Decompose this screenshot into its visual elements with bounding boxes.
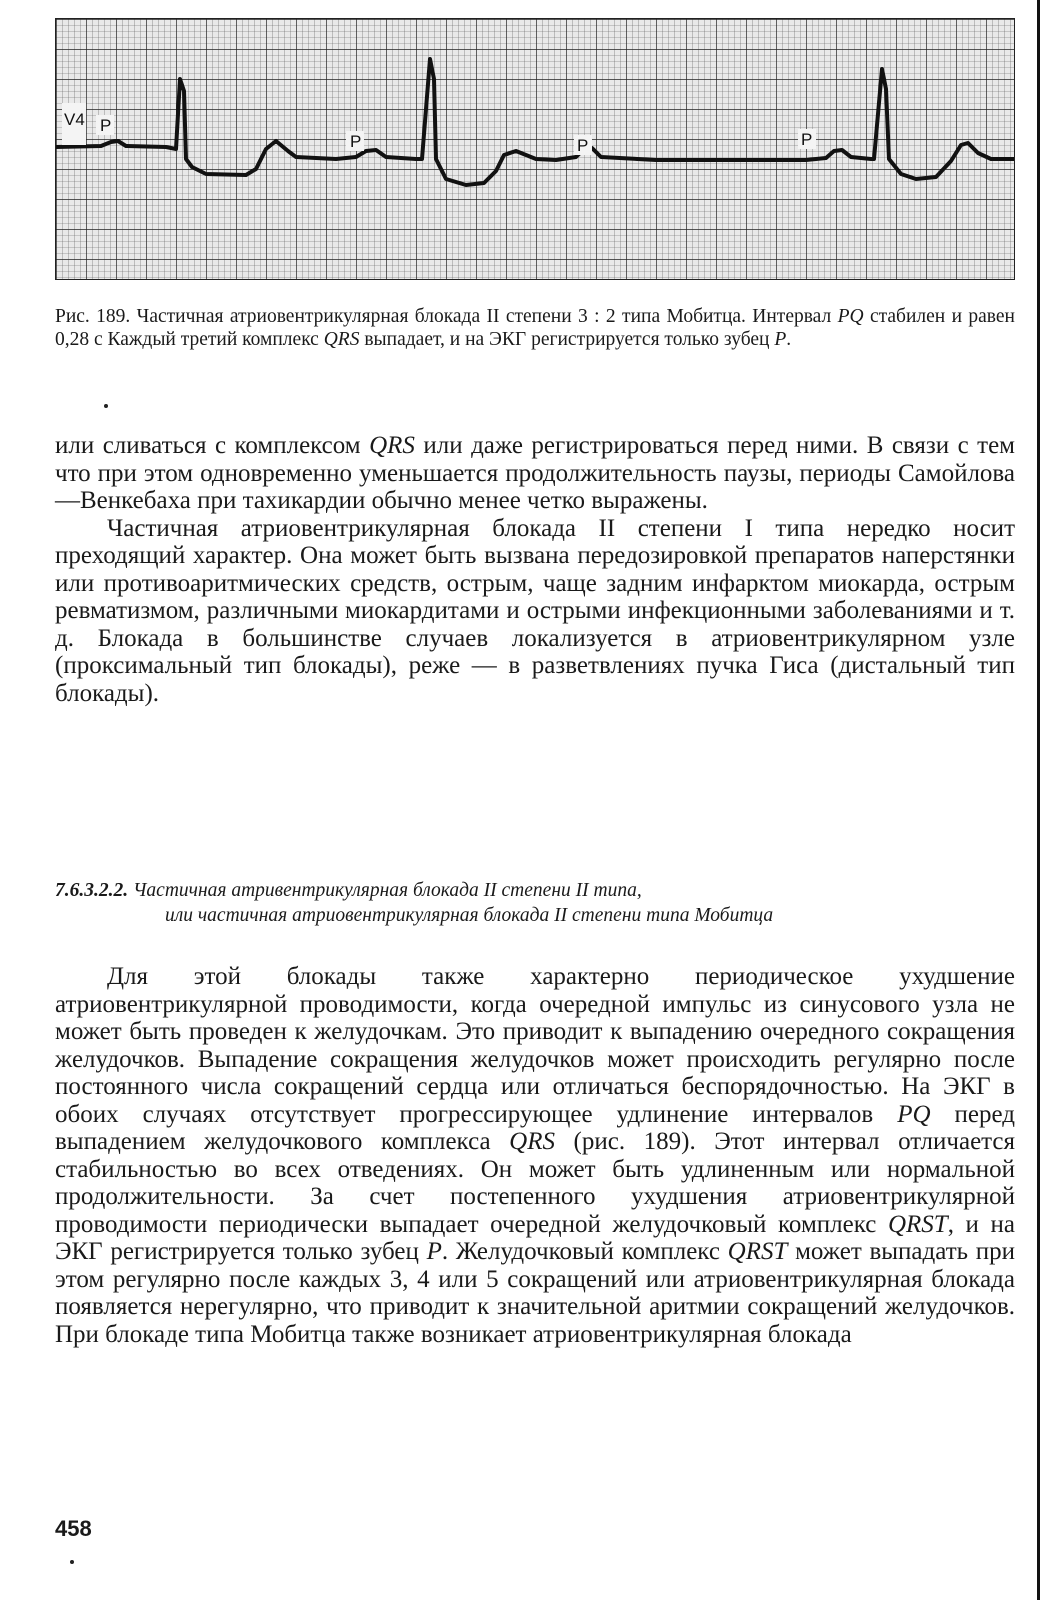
body-text-block-1 [55, 432, 1015, 707]
ecg-strip [56, 19, 1014, 279]
text-run: или сливаться с комплексом [55, 432, 370, 459]
ecg-grid [56, 19, 1014, 279]
caption-term: PQ [837, 306, 864, 327]
section-title-line-1: Частичная атривентрикулярная блокада II степени II типа, [128, 880, 642, 901]
lead-label: V4 [64, 110, 85, 129]
term: P [426, 1238, 442, 1265]
text-run: Для этой блокады также характерно периодическое ухудшение атриовентрикулярной проводимости, когда очередной импульс из синусового узла не может быть проведен к желудочкам. Это приводит к выпадению очередного сокращения желудочков. Выпадение сокращения желудочков может происходить регулярно после постоянного числа сокращений сердца или отличаться беспорядочностью. На ЭКГ в обоих случаях отсутствует прогрессирующее удлинение интервалов [55, 963, 1015, 1128]
text-run: или даже регистрироваться перед ними. В связи с тем что при этом одновременно уменьшается продолжительность паузы, периоды Самойлова—Венкебаха при тахикардии обычно менее четко выражены. [55, 432, 1015, 514]
ecg-figure [55, 18, 1015, 280]
text-run: перед выпадением желудочкового комплекса [55, 1100, 1015, 1155]
p-wave-label-2: P [350, 132, 362, 151]
term: QRST [727, 1238, 788, 1265]
paragraph-3 [55, 963, 1015, 1348]
text-run: , и на ЭКГ регистрируется только зубец [55, 1210, 1016, 1265]
p-wave-label-3: P [577, 136, 589, 155]
paragraph-2: Частичная атриовентрикулярная блокада II степени I типа нередко носит преходящий характер. Она может быть вызвана передозировкой препаратов наперстянки или противоаритмических средств, острым, чаще задним инфарктом миокарда, острым ревматизмом, различными миокардитами и острыми инфекционными заболеваниями и т. д. Блокада в большинстве случаев локализуется в атриовентрикулярном узле (проксимальный тип блокады), реже — в разветвлениях пучка Гиса (дистальный тип блокады). [55, 514, 1015, 707]
page-number: 458 [55, 1516, 92, 1541]
p-wave-label-4: P [801, 130, 813, 149]
figure-caption [55, 305, 1015, 351]
paragraph-1 [55, 432, 1015, 515]
text-run: может выпадать при этом регулярно после каждых 3, 4 или 5 сокращений или атриовентрикулярная блокада появляется нерегулярно, что приводит к значительной аритмии сокращений желудочков. При блокаде типа Мобитца также возникает атриовентрикулярная блокада [55, 1238, 1015, 1348]
caption-text: стабилен и равен 0,28 с Каждый третий комплекс [55, 306, 1015, 350]
page-edge-shadow [1037, 0, 1040, 1600]
text-run: (рис. 189). Этот интервал отличается стабильностью во всех отведениях. Он может быть удлиненным или нормальной продолжительности. За счет постепенного ухудшения атриовентрикулярной проводимости периодически выпадает очередной желудочковый комплекс [55, 1128, 1015, 1238]
term: QRS [369, 432, 415, 459]
print-speck [70, 1560, 74, 1564]
print-speck [104, 404, 108, 408]
section-title-line-2: или частичная атриовентрикулярная блокада II степени типа Мобитца [165, 905, 774, 926]
caption-text: Рис. 189. Частичная атриовентрикулярная блокада II степени 3 : 2 типа Мобитца. Интервал [55, 306, 838, 327]
section-number: 7.6.3.2.2. [55, 880, 129, 901]
term: PQ [897, 1100, 931, 1128]
caption-text: выпадает, и на ЭКГ регистрируется только зубец [359, 329, 775, 350]
caption-term: P [774, 329, 787, 350]
term: QRST [887, 1210, 948, 1238]
body-text-block-2 [55, 963, 1015, 1348]
caption-text: . [786, 329, 792, 350]
term: QRS [509, 1128, 555, 1155]
text-run: . Желудочковый комплекс [441, 1238, 728, 1265]
section-heading [55, 878, 1015, 928]
p-wave-label-1: P [100, 116, 112, 135]
caption-term: QRS [323, 329, 360, 350]
